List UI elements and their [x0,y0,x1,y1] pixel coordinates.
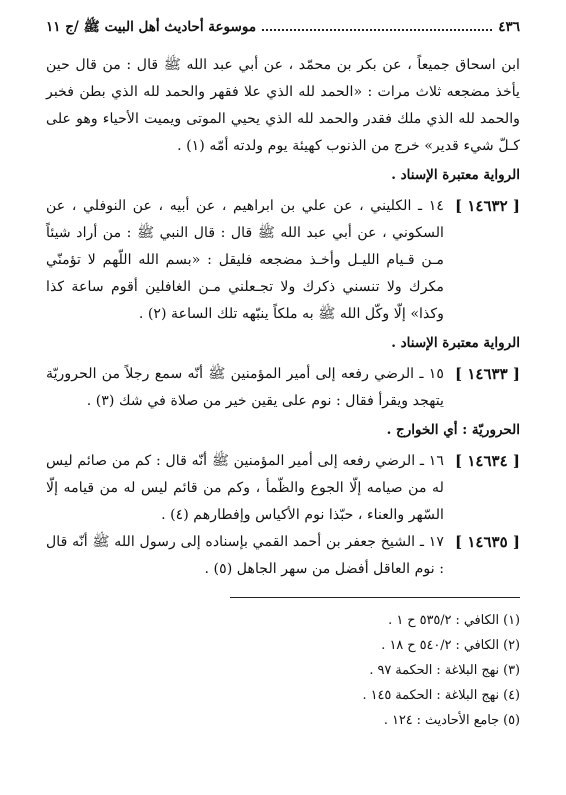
hadith-entry [46,193,520,328]
hadith-entry [46,361,520,415]
footnote: (٥) جامع الأحاديث : ١٢٤ . [383,713,520,728]
intro-paragraph: ابن اسحاق جميعاً ، عن بكر بن محمّد ، عن أبي عبد الله ﷺ قال : من قال حين يأخذ مضجعه ثلاث مرات : «الحمد لله الذي علا فقهر والحمد لله الذي بطن فخبر والحمد لله الذي ملك فقدر والحمد لله الذي يحيي الموتى ويميت الأحياء وهو على كـلّ شيء قدير» خرج من الذنوب كهيئة يوم ولدته أمّه (١) . [46,57,520,154]
hadith-number: [ ١٤٦٣٣ ] [455,365,520,383]
narration-note: الرواية معتبرة الإسناد . [391,167,520,183]
footnotes [46,608,520,733]
running-header [46,18,520,42]
header-dotted-leader [262,29,492,31]
narration-note: الرواية معتبرة الإسناد . [391,335,520,351]
definition-note: الحروريّة : أي الخوارج . [386,422,520,438]
footnote-divider [230,597,520,598]
footnote: (٣) نهج البلاغة : الحكمة ٩٧ . [369,663,520,678]
footnote: (٢) الكافي : ٥٤٠/٢ ح ١٨ . [381,638,520,653]
hadith-number: [ ١٤٦٣٢ ] [455,197,520,215]
hadith-text: ١٧ ـ الشيخ جعفر بن أحمد القمي بإسناده إلى رسول الله ﷺ أنّه قال : نوم العاقل أفضل من سهر الجاهل (٥) . [46,534,444,577]
hadith-text: ١٥ ـ الرضي رفعه إلى أمير المؤمنين ﷺ أنّه سمع رجلاً من الحروريّة يتهجد ويقرأ فقال : نوم على يقين خير من صلاة في شك (٣) . [46,366,444,409]
hadith-entry [46,529,520,583]
page-body [46,52,520,583]
footnote: (٤) نهج البلاغة : الحكمة ١٤٥ . [362,688,520,703]
hadith-number: [ ١٤٦٣٤ ] [455,452,520,470]
hadith-entry [46,448,520,529]
hadith-text: ١٤ ـ الكليني ، عن علي بن ابراهيم ، عن أبيه ، عن النوفلي ، عن السكوني ، عن أبي عبد الله ﷺ قال : قال النبي ﷺ : من أراد شيئاً مـن قـيام الليـل وأخـذ مضجعه فليقل : «بسم الله اللّهم لا تؤمنّي مكرك ولا تنسني ذكرك ولا تجـعلني مـن الغافلين أقوم ساعة كذا وكذا» إلّا وكّل الله ﷺ به ملكاً ينبّهه تلك الساعة (٢) . [46,198,444,322]
footnote: (١) الكافي : ٥٣٥/٢ ح ١ . [388,613,520,628]
running-title: موسوعة أحاديث أهل البيت ﷺ /ج ١١ [46,19,257,35]
hadith-number: [ ١٤٦٣٥ ] [455,533,520,551]
hadith-text: ١٦ ـ الرضي رفعه إلى أمير المؤمنين ﷺ أنّه قال : كم من صائم ليس له من صيامه إلّا الجوع والظّمأ ، وكم من قائم ليس له من قيامه إلّا السّهر والعناء ، حبّذا نوم الأكياس وإفطارهم (٤) . [46,453,444,523]
page-number: ٤٣٦ [498,19,520,35]
